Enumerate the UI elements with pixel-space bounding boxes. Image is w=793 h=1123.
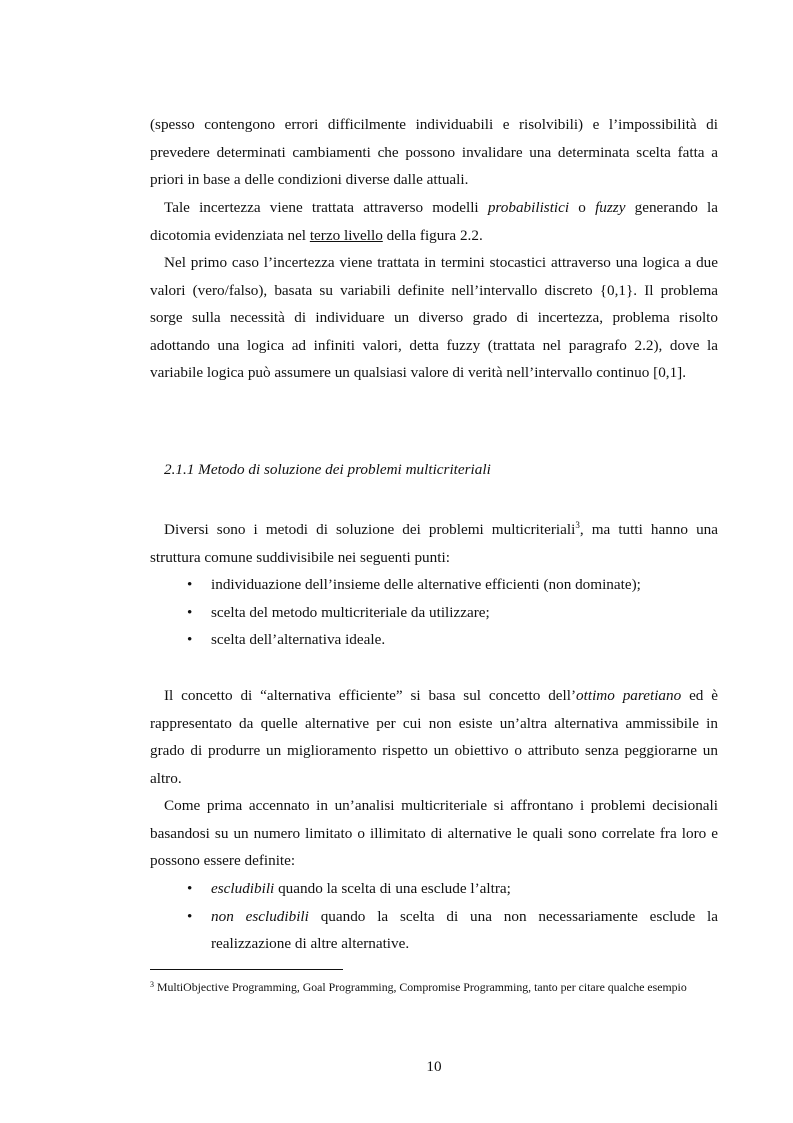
paragraph-efficient-alternative: Il concetto di “alternativa efficiente” si basa sul concetto dell’ottimo paretiano ed è rappresentato da quelle alternative per cui non esiste un’altra alternativa ammissibile in grado di produrre un miglioramento rispetto un obiettivo o attributo senza peggiorarne un altro.	[150, 687, 719, 787]
bullet-icon: •	[187, 603, 193, 621]
alternatives-list	[150, 875, 718, 958]
footnote-mark: 3	[150, 980, 154, 989]
emphasis-fuzzy: fuzzy	[595, 199, 626, 216]
list-item: • escludibili quando la scelta di una esclude l’altra;	[150, 875, 718, 903]
section-heading: 2.1.1 Metodo di soluzione dei problemi multicriteriali	[164, 461, 491, 478]
bullet-icon: •	[187, 880, 193, 897]
bullet-icon: •	[187, 907, 193, 925]
paragraph-stochastic-fuzzy: Nel primo caso l’incertezza viene trattata in termini stocastici attraverso una logica a due valori (vero/falso), basata su variabili definite nell’intervallo discreto {0,1}. Il problema sorge sulla necessità di individuare un diverso grado di incertezza, problema risolto adottando una logica ad infiniti valori, detta fuzzy (trattata nel paragrafo 2.2), dove la variabile logica può assumere un qualsiasi valore di verità nell’intervallo continuo [0,1].	[150, 254, 718, 382]
bullet-icon: •	[187, 576, 193, 593]
emphasis-probabilistici: probabilistici	[487, 199, 570, 216]
emphasis-ottimo-paretiano: ottimo paretiano	[576, 687, 682, 704]
paragraph-uncertainty-models: Tale incertezza viene trattata attraverso modelli probabilistici o fuzzy generando la dicotomia evidenziata nel terzo livello della figura 2.2.	[150, 199, 719, 244]
underlined-terzo-livello: terzo livello	[309, 226, 383, 244]
page-number: 10	[426, 1058, 442, 1075]
footnote-reference: 3	[575, 520, 580, 530]
bullet-icon: •	[187, 631, 193, 649]
footnote-divider	[150, 969, 343, 970]
steps-list	[150, 571, 718, 654]
list-item: • individuazione dell’insieme delle alternative efficienti (non dominate);	[150, 571, 718, 599]
list-item: • scelta del metodo multicriteriale da utilizzare;	[150, 599, 718, 627]
paragraph-multicriteria-analysis: Come prima accennato in un’analisi multicriteriale si affrontano i problemi decisionali basandosi su un numero limitato o illimitato di alternative le quali sono correlate fra loro e possono essere definite:	[150, 797, 718, 870]
paragraph-continuation: (spesso contengono errori difficilmente individuabili e risolvibili) e l’impossibilità di prevedere determinati cambiamenti che possono invalidare una determinata scelta fatta a priori in base a delle condizioni diverse dalle attuali.	[150, 116, 718, 189]
list-item: • non escludibili quando la scelta di una non necessariamente esclude la realizzazione di altre alternative.	[150, 903, 718, 958]
footnote: $^3$ MultiObjective Programming, Goal Programming, Compromise Programming, tanto per citare qualche esempio	[150, 980, 687, 994]
list-item: • scelta dell’alternativa ideale.	[150, 626, 718, 654]
paragraph-methods-intro: Diversi sono i metodi di soluzione dei problemi multicriteriali$^3$, ma tutti hanno una struttura comune suddivisibile nei seguenti punti:	[150, 520, 718, 566]
